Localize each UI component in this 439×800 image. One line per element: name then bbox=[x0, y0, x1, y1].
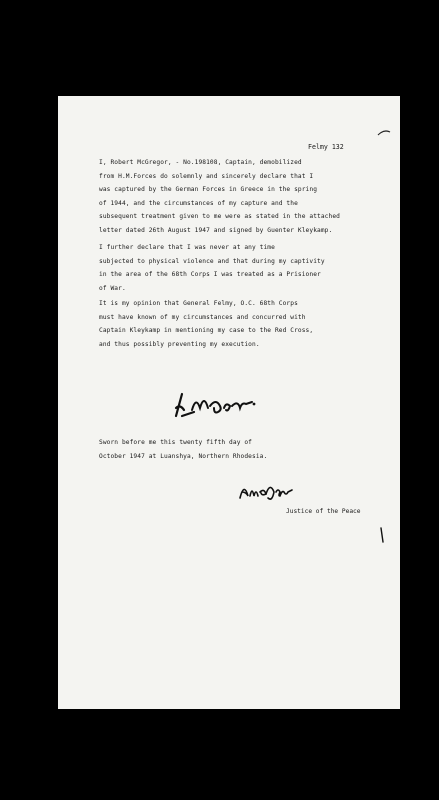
text-line: and thus possibly preventing my execution. bbox=[99, 340, 260, 348]
text-line: of War. bbox=[99, 284, 126, 292]
paragraph-3 bbox=[99, 297, 399, 351]
text-line: was captured by the German Forces in Greece in the spring bbox=[99, 186, 318, 194]
text-line: Captain Kleykamp in mentioning my case to the Red Cross, bbox=[99, 327, 314, 335]
justice-of-the-peace-label: Justice of the Peace bbox=[286, 508, 361, 515]
paragraph-2 bbox=[99, 241, 399, 295]
signature-mcgregor bbox=[168, 388, 258, 422]
text-line: must have known of my circumstances and concurred with bbox=[99, 313, 306, 321]
document-page bbox=[58, 96, 400, 709]
text-line: October 1947 at Luanshya, Northern Rhodesia. bbox=[99, 452, 268, 460]
text-line: I further declare that I was never at any time bbox=[99, 244, 275, 251]
text-line: of 1944, and the circumstances of my capture and the bbox=[99, 199, 298, 207]
text-line: in the area of the 68th Corps I was treated as a Prisioner bbox=[99, 271, 321, 279]
reference-number: Felmy 132 bbox=[308, 143, 344, 151]
text-line: subsequent treatment given to me were as stated in the attached bbox=[99, 213, 340, 221]
text-line: subjected to physical violence and that during my captivity bbox=[99, 257, 325, 265]
text-line: from H.M.Forces do solemnly and sincerely declare that I bbox=[99, 172, 314, 180]
signature-justice bbox=[236, 478, 296, 504]
text-line: It is my opinion that General Felmy, O.C. 68th Corps bbox=[99, 300, 298, 307]
corner-mark bbox=[376, 129, 392, 137]
sworn-statement bbox=[99, 436, 399, 463]
text-line: Sworn before me this twenty fifth day of bbox=[99, 439, 253, 446]
text-line: I, Robert McGregor, - No.198108, Captain, demobilized bbox=[99, 159, 302, 166]
paragraph-1 bbox=[99, 156, 399, 238]
text-line: letter dated 26th August 1947 and signed by Guenter Kleykamp. bbox=[99, 226, 333, 234]
margin-tick bbox=[378, 526, 386, 544]
